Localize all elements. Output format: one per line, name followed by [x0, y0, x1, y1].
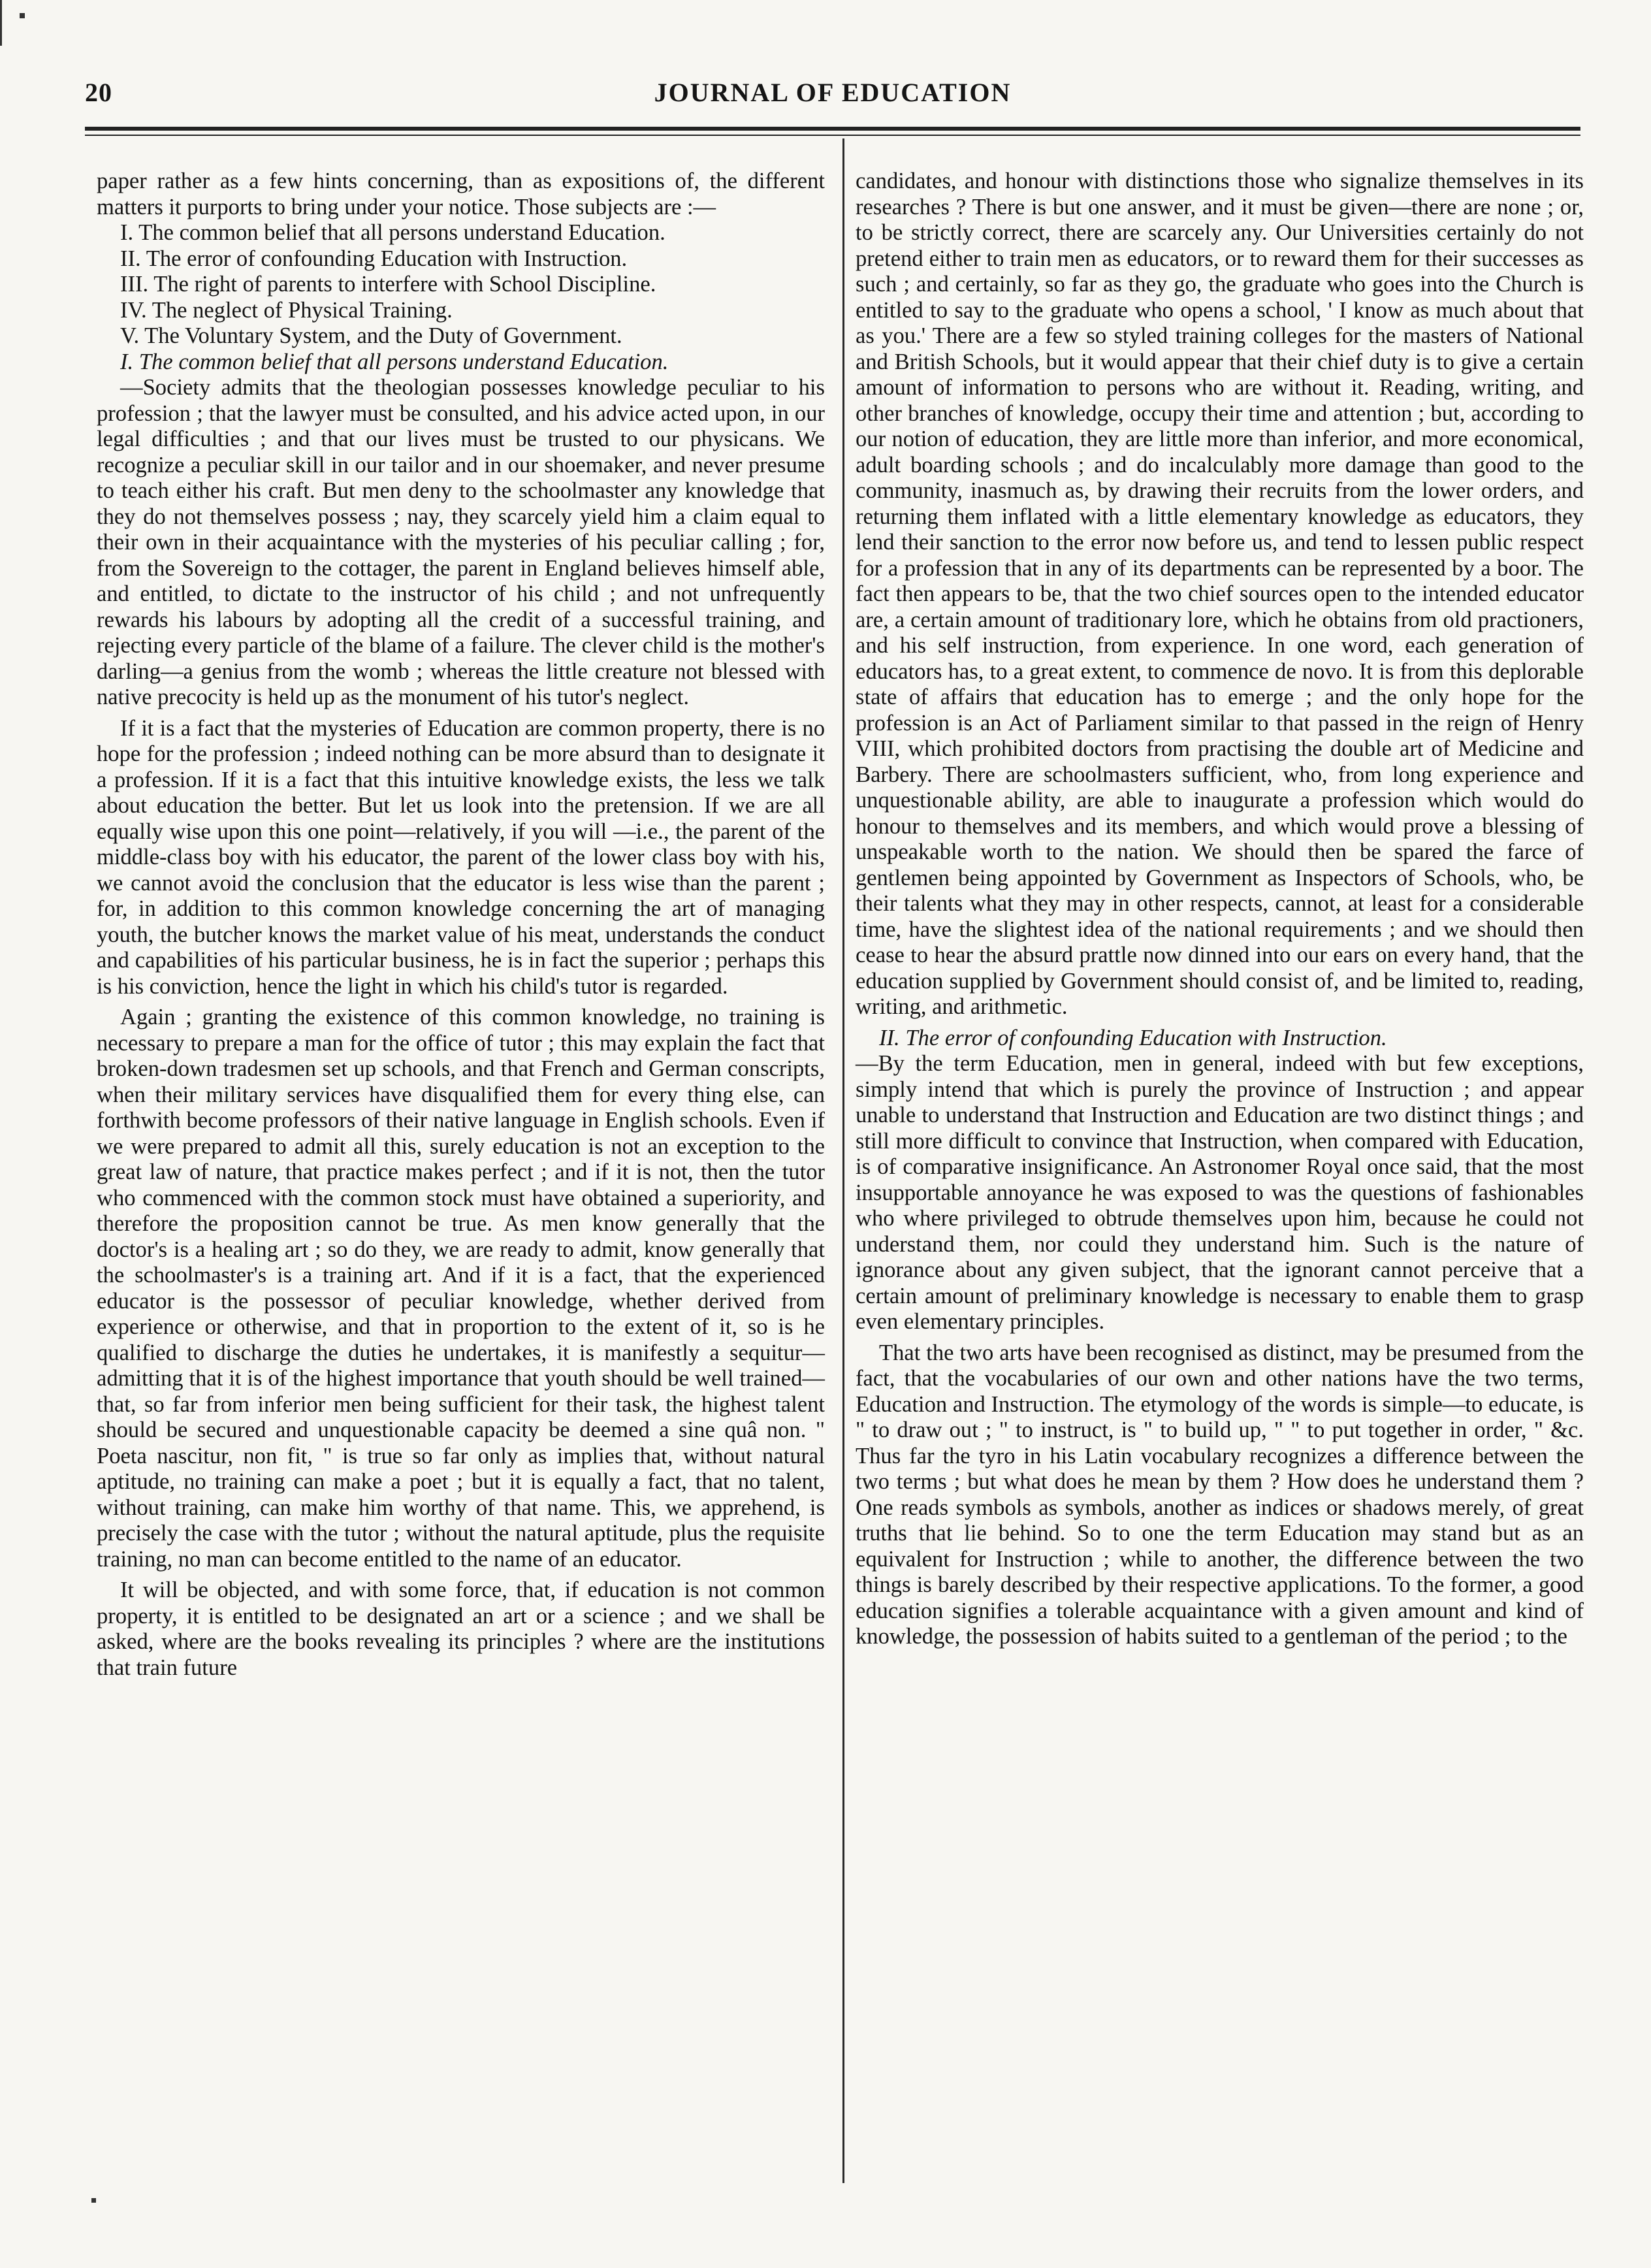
subject-item: II. The error of confounding Education with Instruction. — [120, 246, 628, 271]
section-2-heading-text: II. The error of confounding Education with Instruction. — [879, 1025, 1387, 1050]
section-1-heading — [97, 349, 825, 376]
column-divider — [842, 138, 844, 2183]
page-number: 20 — [85, 78, 112, 107]
section-1-paragraph-2: If it is a fact that the mysteries of Education are common property, there is no hope for the profession ; indeed nothing can be more absurd than to designate it a profession. If it is a fact that this intuitive knowledge exists, the less we talk about education the better. But let us look into the pretension. If we are all equally wise upon this one point—relatively, if you will —i.e., the parent of the middle-class boy with his educator, the parent of the lower class boy with his, we cannot avoid the conclusion that the educator is less wise than the parent ; for, in addition to this common knowledge concerning the art of managing youth, the butcher knows the market value of his meat, understands the conduct and capabilities of his particular business, he is in fact the superior ; perhaps this is his conviction, hence the light in which his child's tutor is regarded. — [97, 715, 825, 999]
header-rule-thin — [85, 135, 1580, 136]
section-1-paragraph-4: It will be objected, and with some force, that, if education is not common property, it is entitled to be designated an art or a science ; and we shall be asked, where are the books revealing its principles ? where are the institutions that train future — [97, 1578, 825, 1680]
continuation-paragraph: candidates, and honour with distinctions those who signalize themselves in its researches ? There is but one answer, and it must be given—there are none ; or, to be strictly correct, there are scarcely any. Our Universities certainly do not pretend either to train men as educators, or to reward them for their successes as such ; and certainly, so far as they go, the graduate who goes into the Church is entitled to say to the graduate who opens a school, ' I know as much about that as you.' There are a few so styled training colleges for the masters of National and British Schools, but it would appear that their chief duty is to give a certain amount of information to persons who are without it. Reading, writing, and other branches of knowledge, occupy their time and attention ; but, according to our notion of education, they are little more than inferior, and more economical, adult boarding schools ; and do incalculably more damage than good to the community, inasmuch as, by drawing their recruits from the lower orders, and returning them inflated with a little elementary knowledge as educators, they lend their sanction to the error now before us, and tend to lessen public respect for a profession that in any of its departments can be represented by a boor. The fact then appears to be, that the two chief sources open to the intended educator are, a certain amount of traditionary lore, which he obtains from old practioners, and his self instruction, from experience. In one word, each generation of educators has, to a great extent, to commence de novo. It is from this deplorable state of affairs that education has to emerge ; and the only hope for the profession is an Act of Parliament similar to that passed in the reign of Henry VIII, which prohibited doctors from practising the double art of Medicine and Barbery. There are schoolmasters sufficient, who, from long experience and unquestionable ability, are able to inaugurate a profession which would do honour to themselves and its members, and which would prove a blessing of unspeakable worth to the nation. We should then be spared the farce of gentlemen being appointed by Government as Inspectors of Schools, who, be their talents what they may in other respects, cannot, at least for a considerable time, have the slightest idea of the national requirements ; and we should then cease to hear the absurd prattle now dinned into our ears on every hand, that the education supplied by Government should consist of, and be limited to, reading, writing, and arithmetic. — [856, 169, 1584, 1019]
margin-mark — [0, 0, 2, 46]
section-2-heading — [856, 1026, 1584, 1052]
intro-paragraph: paper rather as a few hints concerning, than as expositions of, the different matters it purports to bring under your notice. Those subjects are :— — [97, 169, 825, 219]
subject-item: I. The common belief that all persons understand Education. — [120, 220, 665, 245]
margin-mark — [91, 2198, 96, 2203]
section-1-heading-text: I. The common belief that all persons understand Education. — [120, 349, 669, 374]
page-header — [85, 77, 1580, 116]
section-2-paragraph-1: —By the term Education, men in general, indeed with but few exceptions, simply intend that which is purely the province of Instruction ; and appear unable to understand that Instruction and Education are two distinct things ; and still more difficult to convince that Instruction, when compared with Education, is of comparative insignificance. An Astronomer Royal once said, that the most insupportable annoyance he was exposed to was the questions of fashionables who where privileged to obtrude themselves upon him, because he could not understand them, nor could they understand him. Such is the nature of ignorance about any given subject, that the ignorant cannot perceive that a certain amount of preliminary knowledge is necessary to enable them to grasp even elementary principles. — [856, 1051, 1584, 1334]
subject-item: V. The Voluntary System, and the Duty of Government. — [120, 323, 622, 348]
section-2-paragraph-2: That the two arts have been recognised as distinct, may be presumed from the fact, that the vocabularies of our own and other nations have the two terms, Education and Instruction. The etymology of the words is simple—to educate, is " to draw out ; " to instruct, is " to build up, " " to put together in order, " &c. Thus far the tyro in his Latin vocabulary recognizes a difference between the two terms ; but what does he mean by them ? How does he understand them ? One reads symbols as symbols, another as indices or shadows merely, of great truths that lie behind. So to one the term Education may stand but as an equivalent for Instruction ; while to another, the difference between the two things is barely described by their respective applications. To the former, a good education signifies a tolerable acquaintance with a given amount and kind of knowledge, the possession of habits suited to a gentleman of the period ; to the — [856, 1340, 1584, 1649]
subject-item: IV. The neglect of Physical Training. — [120, 297, 453, 323]
section-1-paragraph-1: —Society admits that the theologian possesses knowledge peculiar to his profession ; that the lawyer must be consulted, and his advice acted upon, in our legal difficulties ; and that our lives must be trusted to our physicans. We recognize a peculiar skill in our tailor and in our shoemaker, and never presume to teach either his craft. But men deny to the schoolmaster any knowledge that they do not themselves possess ; nay, they scarcely yield him a claim equal to their own in their acquaintance with the mysteries of his peculiar calling ; for, from the Sovereign to the cottager, the parent in England believes himself able, and entitled, to dictate to the instructor of his child ; and not unfrequently rewards his labours by adopting all the credit of a successful training, and rejecting every particle of the blame of a failure. The clever child is the mother's darling—a genius from the womb ; whereas the little creature not blessed with native precocity is held up as the monument of his tutor's neglect. — [97, 375, 825, 709]
subject-item: III. The right of parents to interfere with School Discipline. — [120, 272, 656, 297]
margin-mark — [20, 13, 25, 18]
right-column — [856, 169, 1584, 2180]
header-rule — [85, 127, 1580, 131]
section-1-paragraph-3: Again ; granting the existence of this common knowledge, no training is necessary to prepare a man for the office of tutor ; this may explain the fact that broken-down tradesmen set up schools, and that French and German conscripts, when their military services have disqualified them for every thing else, can forthwith become professors of their native language in English schools. Even if we were prepared to admit all this, surely education is not an exception to the great law of nature, that practice makes perfect ; and if it is not, then the tutor who commenced with the common stock must have obtained a superiority, and therefore the proposition cannot be true. As men know generally that the doctor's is a healing art ; so do they, we are ready to admit, know generally that the schoolmaster's is a training art. And if it is a fact, that the experienced educator is the possessor of peculiar knowledge, whether derived from experience or otherwise, and that in proportion to the extent of it, so is he qualified to discharge the duties he undertakes, it is manifestly a sequitur—admitting that it is of the highest importance that youth should be well trained—that, so far from inferior men being sufficient for their task, the highest talent should be secured and unquestionable capacity be deemed a sine quâ non. " Poeta nascitur, non fit, " is true so far only as implies that, without natural aptitude, no training can make a poet ; but it is equally a fact, that no talent, without training, can make him worthy of that name. This, we apprehend, is precisely the case with the tutor ; without the natural aptitude, plus the requisite training, no man can become entitled to the name of an educator. — [97, 1005, 825, 1572]
journal-title: JOURNAL OF EDUCATION — [654, 78, 1012, 107]
left-column — [97, 169, 825, 2180]
